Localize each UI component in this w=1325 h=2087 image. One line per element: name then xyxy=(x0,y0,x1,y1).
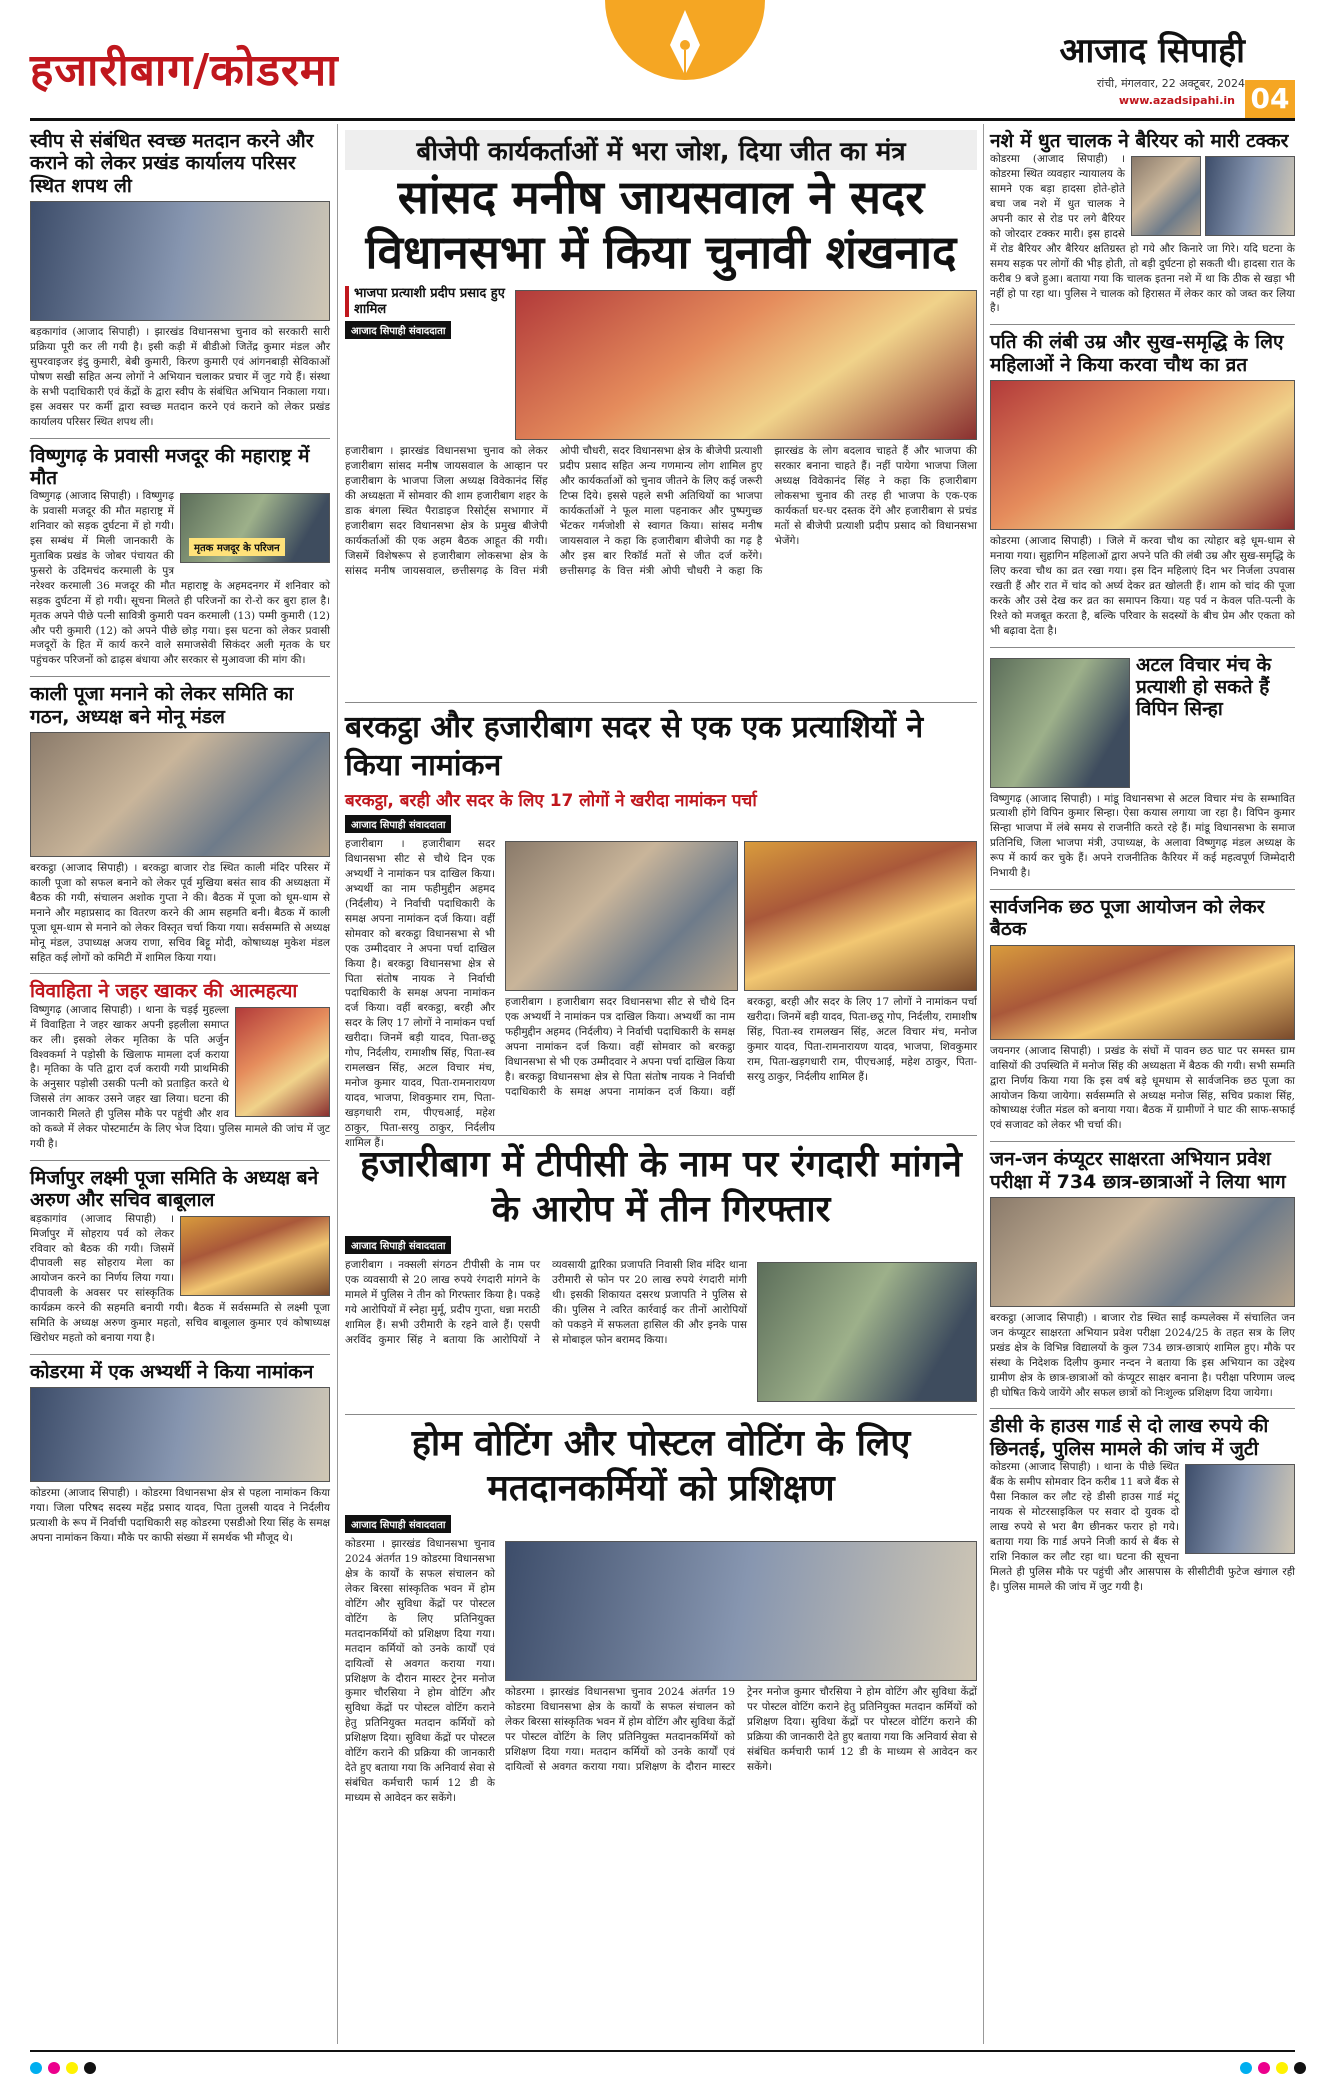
page-number: 04 xyxy=(1245,80,1295,118)
story-body: कोडरमा (आजाद सिपाही) । थाना के पीछे स्थित बैंक के समीप सोमवार दिन करीब 11 बजे बैंक से पैसा निकाल कर लौट रहे डीसी हाउस गार्ड मंटू नायक से मोटरसाइकिल पर सवार दो युवक दो लाख रुपये से भरा बैग छीनकर फरार हो गये। बताया गया कि गार्ड अपने निजी कार्य से बैंक से राशि निकाल कर लौट रहा था। घटना की सूचना मिलते ही पुलिस मौके पर पहुंची और आसपास के सीसीटीवी फुटेज खंगाल रही है। पुलिस मामले की जांच में जुट गयी है। xyxy=(990,1461,1295,1593)
story-kali-puja xyxy=(30,677,330,974)
story-body: कोडरमा (आजाद सिपाही) । जिले में करवा चौथ का त्योहार बड़े धूम-धाम से मनाया गया। सुहागिन महिलाओं द्वारा अपने पति की लंबी उम्र और सुख-समृद्धि के लिए करवा चौथ का व्रत रखा गया। इस दिन महिलाएं दिन भर निर्जला उपवास रखती हैं और रात में चांद को अर्घ्य देकर व्रत खोलती हैं। शाम को चांद की पूजा करके और उसे देख कर व्रत का समापन किया। यह पर्व न केवल पति-पत्नी के रिश्ते को मजबूत करता है, बल्कि परिवार के सदस्यों के बीच प्रेम और एकता को भी बढ़ावा देता है। xyxy=(990,535,1295,637)
story-drunk-driver xyxy=(990,124,1295,325)
story-body: कोडरमा (आजाद सिपाही) । कोडरमा स्थित व्यवहार न्यायालय के सामने एक बड़ा हादसा होते-होते बचा जब नशे में धुत चालक ने अपनी कार से रोड पर लगे बैरियर को जोरदार टक्कर मारी। इस हादसे में रोड बैरियर और बैरियर क्षतिग्रस्त हो गये और किनारे जा गिरे। यदि घटना के समय सड़क पर लोगों की भीड़ होती, तो बड़ी दुर्घटना हो सकती थी। हादसा रात के करीब 9 बजे हुआ। बताया गया कि चालक इतना नशे में था कि ठीक से खड़ा भी नहीं हो पा रहा था। पुलिस ने चालक को हिरासत में लेकर कार को जब्त कर लिया है। xyxy=(990,153,1295,315)
sidebar-note: भाजपा प्रत्याशी प्रदीप प्रसाद हुए शामिल xyxy=(345,286,505,317)
story-tpc-arrest xyxy=(345,1136,977,1415)
story-voting-training xyxy=(345,1415,977,1815)
headline: डीसी के हाउस गार्ड से दो लाख रुपये की छिनतई, पुलिस मामले की जांच में जुटी xyxy=(990,1415,1269,1460)
header-rule xyxy=(30,118,1295,121)
headline: काली पूजा मनाने को लेकर समिति का गठन, अध्यक्ष बने मोनू मंडल xyxy=(30,683,294,728)
story-body: बड़कागांव (आजाद सिपाही) । मिर्जापुर में सोहराय पर्व को लेकर रविवार को बैठक की गयी। जिसमें दीपावली सह सोहराय मेला का आयोजन करने का निर्णय लिया गया। दीपावली के अवसर पर सांस्कृतिक कार्यक्रम करने की सहमति बनायी गयी। बैठक में सर्वसम्मति से लक्ष्मी पूजा समिति के अध्यक्ष अरुण कुमार महतो, सचिव बाबूलाल कुमार एवं कोषाध्यक्ष खिरोधर महतो को बनाया गया है। xyxy=(30,1212,330,1344)
story-photo xyxy=(990,1197,1295,1307)
headline: स्वीप से संबंधित स्वच्छ मतदान करने और कराने को लेकर प्रखंड कार्यालय परिसर स्थित शपथ ली xyxy=(30,130,314,197)
headline: होम वोटिंग और पोस्टल वोटिंग के लिए मतदानकर्मियों को प्रशिक्षण xyxy=(411,1423,911,1510)
story-photo xyxy=(180,493,330,563)
story-photo xyxy=(30,1387,330,1482)
headline: सार्वजनिक छठ पूजा आयोजन को लेकर बैठक xyxy=(990,895,1265,941)
column-divider xyxy=(337,124,338,2044)
story-photo xyxy=(990,945,1295,1040)
story-photo xyxy=(744,841,977,991)
footer-rule xyxy=(30,2050,1295,2052)
story-body: बड़कागांव (आजाद सिपाही) । झारखंड विधानसभा चुनाव को सरकारी सारी प्रक्रिया पूरी कर ली गयी है। इसी कड़ी में बीडीओ जितेंद्र कुमार मंडल और सुपरवाइजर इंदु कुमारी, बेबी कुमारी, किरण कुमारी एवं आंगनबाड़ी सेविकाओं पोषण सखी सहित अन्य लोगों ने अभियान चलाकर प्रचार में जुट गये हैं। संस्था के सभी पदाधिकारी एवं केंद्रों के द्वारा स्वीप के संबंधित अभियान निकाला गया। इस अवसर पर कर्मी द्वारा स्वच्छ मतदान करने एवं कराने को लेकर प्रखंड कार्यालय परिसर स्थित शपथ ली। xyxy=(30,326,330,428)
story-body-continued: हजारीबाग । हजारीबाग सदर विधानसभा सीट से चौथे दिन एक अभ्यर्थी ने नामांकन पत्र दाखिल किया। अभ्यर्थी का नाम फहीमुद्दीन अहमद (निर्दलीय) ने निर्वाची पदाधिकारी के समक्ष अपना नामांकन दर्ज किया। वहीं सोमवार को बरकट्ठा विधानसभा से भी एक उम्मीदवार ने अपना पर्चा दाखिल किया है। बरकट्ठा विधानसभा क्षेत्र से पिता संतोष नायक ने निर्वाची पदाधिकारी के समक्ष अपना नामांकन दर्ज किया। वहीं बरकट्ठा, बरही और सदर के लिए 17 लोगों ने नामांकन पर्चा खरीदा। जिनमें बड़ी यादव, पिता-छठू गोप, निर्दलीय, रामाशीष सिंह, पिता-स्व रामलखन सिंह, अटल विचार मंच, मनोज कुमार यादव, पिता-रामनारायण यादव, भाजपा, शिवकुमार राम, पिता-खड़गधारी राम, पीएचआई, महेश ठाकुर, पिता-सरयु ठाकुर, निर्दलीय शामिल हैं। xyxy=(505,996,977,1098)
website-link[interactable]: www.azadsipahi.in xyxy=(1118,94,1235,107)
story-nominations xyxy=(345,703,977,1149)
lead-story xyxy=(345,124,977,703)
subhead: बरकट्ठा, बरही और सदर के लिए 17 लोगों ने खरीदा नामांकन पर्चा xyxy=(345,791,757,812)
masthead xyxy=(30,18,1295,118)
story-body: हजारीबाग । नक्सली संगठन टीपीसी के नाम पर एक व्यवसायी से 20 लाख रुपये रंगदारी मांगने के मामले में पुलिस ने तीन को गिरफ्तार किया है। पकड़े गये आरोपियों में स्नेहा मुर्मू, प्रदीप गुप्ता, धन्ना मराठी शामिल हैं। सभी उरीमारी के रहने वाले हैं। एसपी अरविंद कुमार सिंह ने बताया कि आरोपियों ने व्यवसायी द्वारिका प्रजापति निवासी शिव मंदिर थाना उरीमारी से फोन पर 20 लाख रुपये रंगदारी मांगी थी। इसकी शिकायत दसरथ प्रजापति ने पुलिस से की। पुलिस ने त्वरित कार्रवाई कर तीनों आरोपियों को पकड़ने में सफलता हासिल की और इनके पास से मोबाइल फोन बरामद किया। xyxy=(345,1259,747,1346)
story-computer-literacy xyxy=(990,1142,1295,1409)
headline: जन-जन कंप्यूटर साक्षरता अभियान प्रवेश परीक्षा में 734 छात्र-छात्राओं ने लिया भाग xyxy=(990,1148,1286,1193)
story-body: विष्णुगढ़ (आजाद सिपाही) । थाना के चड़ई मुहल्ला में विवाहिता ने जहर खाकर अपनी इहलीला समाप्त कर ली। इसको लेकर मृतिका के पति अर्जुन विश्वकर्मा ने पड़ोसी के खिलाफ मामला दर्ज कराया है। मृतिका के पति द्वारा दर्ज करायी गयी प्राथमिकी के अनुसार पड़ोसी उसकी पत्नी को प्रताड़ित करते थे जिससे तंग आकर उसने जहर खा लिया। घटना की जानकारी मिलते ही पुलिस मौके पर पहुंची और शव को कब्जे में लेकर पोस्टमार्टम के लिए भेज दिया। पुलिस मामले की जांच में जुट गयी है। xyxy=(30,1003,330,1150)
paper-name: आजाद सिपाही xyxy=(1059,31,1245,71)
left-column xyxy=(30,124,330,1554)
headline: विष्णुगढ़ के प्रवासी मजदूर की महाराष्ट्र में मौत xyxy=(30,444,310,489)
story-body: विष्णुगढ़ (आजाद सिपाही) । मांडू विधानसभा से अटल विचार मंच के सम्भावित प्रत्याशी होंगे विपिन कुमार सिन्हा। ऐसा कयास लगाया जा रहा है। विपिन कुमार सिन्हा भाजपा में लंबे समय से राजनीति करते रहे हैं। मांडू विधानसभा के समाज प्रतिनिधि, जिला भाजपा मंत्री, उपाध्यक्ष, के अलावा विष्णुगढ़ मंडल अध्यक्ष के रूप में कार्य कर चुके हैं। अपने राजनीतिक कैरियर में कई महत्वपूर्ण जिम्मेदारी निभायी है। xyxy=(990,792,1295,880)
story-photo xyxy=(1185,1464,1295,1554)
story-photo xyxy=(990,380,1295,530)
story-body: विष्णुगढ़ (आजाद सिपाही) । विष्णुगढ़ के प्रवासी मजदूर की मौत महाराष्ट्र में शनिवार को सड़क दुर्घटना में हो गयी। इस सम्बंध में मिली जानकारी के मुताबिक प्रखंड के जोबर पंचायत की फुसरो के उदिमचंद करमाली के पुत्र नरेश्वर करमाली 36 मजदूर की मौत महाराष्ट्र के अहमदनगर में शनिवार को सड़क दुर्घटना में हो गयी। सूचना मिलते ही परिजनों का रो-रो कर बुरा हाल है। मृतक अपने पीछे पत्नी सावित्री कुमारी पवन करमाली (13) पम्मी कुमारी (12) और परी कुमारी (12) को अपने पीछे छोड़ गया। इस घटना को लेकर प्रवासी मजदूरों के हित में कार्य करने वाले समाजसेवी सिकंदर अली मृतक के घर पहुंचकर परिजनों को ढाढ़स बंधाया और सरकार से मुआवजा की मांग की। xyxy=(30,490,330,667)
portrait-photo xyxy=(990,658,1130,788)
registration-marks-left xyxy=(30,2062,96,2074)
headline: विवाहिता ने जहर खाकर की आत्महत्या xyxy=(30,980,298,1003)
byline: आजाद सिपाही संवाददाता xyxy=(345,1515,451,1533)
story-photo xyxy=(505,841,738,991)
registration-marks-right xyxy=(1240,2062,1306,2074)
story-lakshmi-puja xyxy=(30,1161,330,1355)
story-photo xyxy=(505,1541,977,1681)
byline: आजाद सिपाही संवाददाता xyxy=(345,1236,451,1254)
story-koderma-nomination xyxy=(30,1355,330,1554)
story-body: कोडरमा । झारखंड विधानसभा चुनाव 2024 अंतर्गत 19 कोडरमा विधानसभा क्षेत्र के कार्यों के सफल संचालन को लेकर बिरसा सांस्कृतिक भवन में होम वोटिंग और सुविधा केंद्रों पर पोस्टल वोटिंग के लिए प्रतिनियुक्त मतदानकर्मियों को प्रशिक्षण दिया गया। मतदान कर्मियों को उनके कार्यों एवं दायित्वों से अवगत कराया गया। प्रशिक्षण के दौरान मास्टर ट्रेनर मनोज कुमार चौरसिया ने होम वोटिंग और सुविधा केंद्रों पर पोस्टल वोटिंग कराने हेतु प्रतिनियुक्त मतदान कर्मियों को प्रशिक्षण दिया। सुविधा केंद्रों पर पोस्टल वोटिंग कराने की प्रक्रिया की जानकारी देते हुए बताया गया कि अनिवार्य सेवा से संबंधित कर्मचारी फार्म 12 डी के माध्यम से आवेदन कर सकेंगे। xyxy=(345,1538,495,1804)
headline: हजारीबाग में टीपीसी के नाम पर रंगदारी मांगने के आरोप में तीन गिरफ्तार xyxy=(360,1144,962,1231)
story-body: कोडरमा (आजाद सिपाही) । कोडरमा विधानसभा क्षेत्र से पहला नामांकन किया गया। जिला परिषद सदस्य महेंद्र प्रसाद यादव, पिता तुलसी यादव ने निर्दलीय प्रत्याशी के रूप में निर्वाची पदाधिकारी सह कोडरमा एसडीओ रिया सिंह के समक्ष अपना नामांकन किया। मौके पर काफी संख्या में समर्थक भी मौजूद थे। xyxy=(30,1487,330,1544)
byline: आजाद सिपाही संवाददाता xyxy=(345,321,451,339)
pen-nib-icon xyxy=(585,0,785,110)
headline: पति की लंबी उम्र और सुख-समृद्धि के लिए महिलाओं ने किया करवा चौथ का व्रत xyxy=(990,331,1284,376)
story-suicide xyxy=(30,974,330,1160)
date-line: रांची, मंगलवार, 22 अक्टूबर, 2024 xyxy=(1096,77,1245,90)
story-karwa-chauth xyxy=(990,325,1295,647)
story-photo xyxy=(30,732,330,857)
story-migrant-death xyxy=(30,439,330,678)
lead-photo xyxy=(515,290,977,440)
headline: मिर्जापुर लक्ष्मी पूजा समिति के अध्यक्ष बने अरुण और सचिव बाबूलाल xyxy=(30,1166,319,1212)
byline: आजाद सिपाही संवाददाता xyxy=(345,815,451,833)
portrait-photo xyxy=(235,1007,330,1117)
story-body: हजारीबाग । हजारीबाग सदर विधानसभा सीट से चौथे दिन एक अभ्यर्थी ने नामांकन पत्र दाखिल किया। अभ्यर्थी का नाम फहीमुद्दीन अहमद (निर्दलीय) ने निर्वाची पदाधिकारी के समक्ष अपना नामांकन दर्ज किया। वहीं सोमवार को बरकट्ठा विधानसभा से भी एक उम्मीदवार ने अपना पर्चा दाखिल किया है। बरकट्ठा विधानसभा क्षेत्र से पिता संतोष नायक ने निर्वाची पदाधिकारी के समक्ष अपना नामांकन दर्ज किया। वहीं बरकट्ठा, बरही और सदर के लिए 17 लोगों ने नामांकन पर्चा खरीदा। जिनमें बड़ी यादव, पिता-छठू गोप, निर्दलीय, रामाशीष सिंह, पिता-स्व रामलखन सिंह, अटल विचार मंच, मनोज कुमार यादव, पिता-रामनारायण यादव, भाजपा, शिवकुमार राम, पिता-खड़गधारी राम, पीएचआई, महेश ठाकुर, पिता-सरयु ठाकुर, निर्दलीय शामिल हैं। xyxy=(345,838,495,1149)
story-sweep-oath xyxy=(30,124,330,439)
column-divider xyxy=(983,124,984,2044)
story-vipin-sinha xyxy=(990,648,1295,890)
lead-headline: सांसद मनीष जायसवाल ने सदर विधानसभा में किया चुनावी शंखनाद xyxy=(365,170,957,280)
headline: कोडरमा में एक अभ्यर्थी ने किया नामांकन xyxy=(30,1360,314,1383)
kicker: बीजेपी कार्यकर्ताओं में भरा जोश, दिया जीत का मंत्र xyxy=(345,130,977,170)
story-body: हजारीबाग । झारखंड विधानसभा चुनाव को लेकर हजारीबाग सांसद मनीष जायसवाल के आव्हान पर हजारीबाग के भाजपा जिला अध्यक्ष विवेकानंद सिंह की अध्यक्षता में सोमवार की शाम हजारीबाग शहर के डाक बंगला स्थित पैराडाइज रिसोर्ट्स सभागार में हजारीबाग सदर विधानसभा क्षेत्र के प्रमुख बीजेपी कार्यकर्ताओं की एक अहम बैठक आहूत की गयी। जिसमें विशेषरूप से हजारीबाग लोकसभा क्षेत्र के सांसद मनीष जायसवाल, छत्तीसगढ़ के वित्त मंत्री ओपी चौधरी, सदर विधानसभा क्षेत्र के बीजेपी प्रत्याशी प्रदीप प्रसाद सहित अन्य गणमान्य लोग शामिल हुए और कार्यकर्ताओं को चुनाव जीतने के लिए कई जरूरी टिप्स दिये। इससे पहले सभी अतिथियों का भाजपा कार्यकर्ताओं ने फूल माला पहनाकर और पुष्पगुच्छ भेंटकर गर्मजोशी से स्वागत किया। सांसद मनीष जायसवाल ने कहा कि हजारीबाग बीजेपी का गढ़ है और इस बार रिकॉर्ड मतों से जीत दर्ज करेंगे। छत्तीसगढ़ के वित्त मंत्री ओपी चौधरी ने कहा कि झारखंड के लोग बदलाव चाहते हैं और भाजपा की सरकार बनाना चाहते हैं। नहीं पायेगा भाजपा जिला अध्यक्ष विवेकानंद सिंह ने कहा कि हजारीबाग लोकसभा चुनाव की तरह ही भाजपा के एक-एक कार्यकर्ता घर-घर दस्तक देंगे और हजारीबाग से प्रचंड मतों से बीजेपी प्रत्याशी प्रदीप प्रसाद को विधानसभा भेजेंगे। xyxy=(345,445,977,577)
story-body: बरकट्ठा (आजाद सिपाही) । बरकट्ठा बाजार रोड स्थित काली मंदिर परिसर में काली पूजा को सफल बनाने को लेकर पूर्व मुखिया बसंत साव की अध्यक्षता में बैठक की गयी, संचालन अशोक गुप्ता ने की। बैठक में पूजा को धूम-धाम से मनाने और महाप्रसाद का वितरण करने की आम सहमति बनी। बैठक में काली पूजा धूम-धाम से मनाने को लेकर विस्तृत चर्चा किया गया। सर्वसम्मति से अध्यक्ष मोनू मंडल, उपाध्यक्ष अजय राणा, सचिव बिट्टू मोदी, कोषाध्यक्ष मुकेश मंडल सहित कई लोगों को कमिटी में शामिल किया गया। xyxy=(30,862,330,964)
story-body: बरकट्ठा (आजाद सिपाही) । बाजार रोड स्थित साईं कम्पलेक्स में संचालित जन जन कंप्यूटर साक्षरता अभियान प्रवेश परीक्षा 2024/25 के तहत सत्र के लिए प्रखंड क्षेत्र के विभिन्न विद्यालयों के कुल 734 छात्र-छात्राएं शामिल हुए। मौके पर संस्था के निदेशक दिलीप कुमार नन्दन ने बताया कि इस अभियान का उद्देश्य ग्रामीण क्षेत्र के छात्र-छात्राओं को कंप्यूटर साक्षर बनाना है। परीक्षा परिणाम जल्द ही घोषित किये जायेंगे और सफल छात्रों को निःशुल्क प्रशिक्षण दिया जायेगा। xyxy=(990,1312,1295,1399)
story-body-continued: कोडरमा । झारखंड विधानसभा चुनाव 2024 अंतर्गत 19 कोडरमा विधानसभा क्षेत्र के कार्यों के सफल संचालन को लेकर बिरसा सांस्कृतिक भवन में होम वोटिंग और सुविधा केंद्रों पर पोस्टल वोटिंग के लिए प्रतिनियुक्त मतदानकर्मियों को प्रशिक्षण दिया गया। मतदान कर्मियों को उनके कार्यों एवं दायित्वों से अवगत कराया गया। प्रशिक्षण के दौरान मास्टर ट्रेनर मनोज कुमार चौरसिया ने होम वोटिंग और सुविधा केंद्रों पर पोस्टल वोटिंग कराने हेतु प्रतिनियुक्त मतदान कर्मियों को प्रशिक्षण दिया। सुविधा केंद्रों पर पोस्टल वोटिंग कराने की प्रक्रिया की जानकारी देते हुए बताया गया कि अनिवार्य सेवा से संबंधित कर्मचारी फार्म 12 डी के माध्यम से आवेदन कर सकेंगे। xyxy=(505,1686,977,1773)
photo-caption: मृतक मजदूर के परिजन xyxy=(189,538,285,556)
headline: नशे में धुत चालक ने बैरियर को मारी टक्कर xyxy=(990,130,1289,152)
middle-column xyxy=(345,124,977,1815)
story-chhath-meeting xyxy=(990,890,1295,1142)
story-photo xyxy=(1131,156,1201,236)
right-column xyxy=(990,124,1295,1602)
section-title: हजारीबाग/कोडरमा xyxy=(30,45,339,96)
headline: अटल विचार मंच के प्रत्याशी हो सकते हैं विपिन सिन्हा xyxy=(1136,653,1272,721)
story-photo xyxy=(1205,156,1295,236)
story-photo xyxy=(180,1216,330,1296)
story-snatching xyxy=(990,1409,1295,1602)
headline: बरकट्ठा और हजारीबाग सदर से एक एक प्रत्याशियों ने किया नामांकन xyxy=(345,710,924,783)
story-photo xyxy=(757,1262,977,1402)
story-body: जयनगर (आजाद सिपाही) । प्रखंड के संघों में पावन छठ घाट पर समस्त ग्राम वासियों की उपस्थिति में मनोज सिंह की अध्यक्षता में बैठक की गयी। सभी सम्मति द्वारा निर्णय किया गया कि इस वर्ष बड़े धूमधाम से सार्वजनिक छठ पूजा का आयोजन किया जायेगा। सर्वसम्मति से अध्यक्ष मनोज सिंह, सचिव प्रकाश सिंह, कोषाध्यक्ष रंजीत मंडल को बनाया गया। बैठक में ग्रामीणों ने घाट की साफ-सफाई एवं सजावट को लेकर भी चर्चा की। xyxy=(990,1044,1295,1132)
story-photo xyxy=(30,201,330,321)
